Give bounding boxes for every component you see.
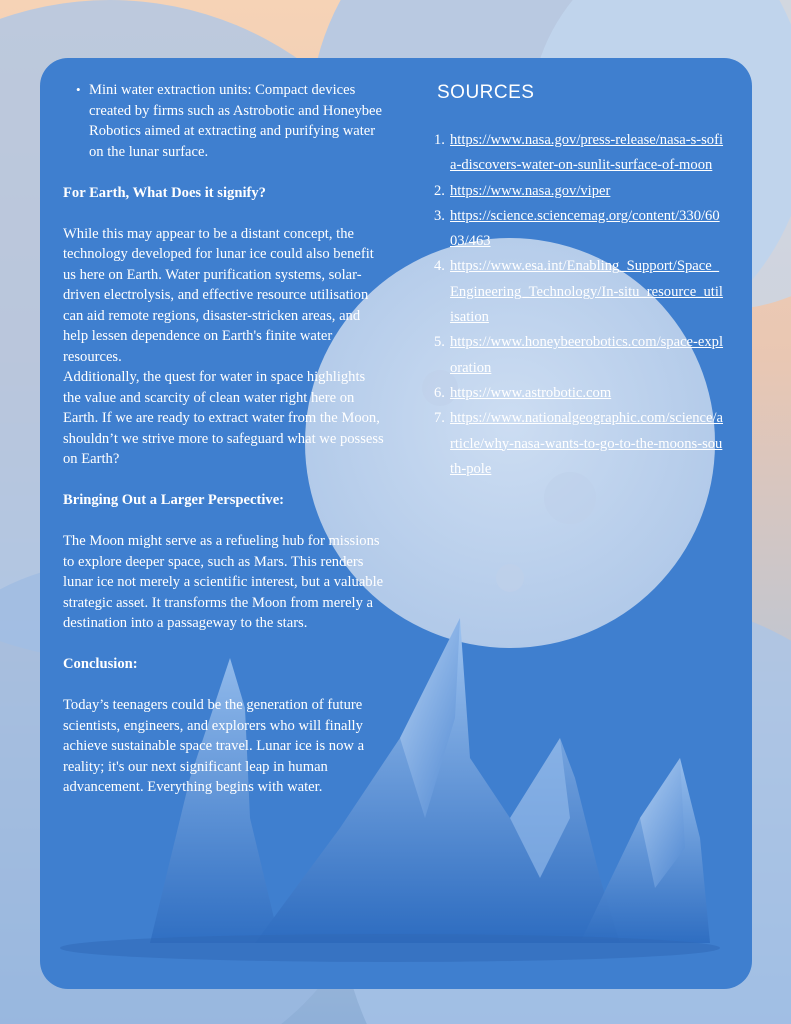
- paragraph-conclusion: Today’s teenagers could be the generation of future scientists, engineers, and explorers who will finally achieve sustainable space travel. Lunar ice is now a reality; it's our next significant leap in human advancement. Everything begins with water.: [63, 697, 365, 795]
- section-heading-conclusion: Conclusion:: [63, 656, 138, 672]
- iceberg-right: [580, 758, 710, 943]
- bullet-item: • Mini water extraction units: Compact devices created by firms such as Astrobotic and Honeybee Robotics aimed at extracting and purifying water on the lunar surface.: [89, 80, 385, 162]
- source-link-3[interactable]: https://science.sciencemag.org/content/330/6003/463: [450, 207, 720, 250]
- source-link-2[interactable]: https://www.nasa.gov/viper: [450, 182, 611, 199]
- paragraph-perspective: The Moon might serve as a refueling hub for missions to explore deeper space, such as Mars. This renders lunar ice not merely a scientific interest, but a valuable strategic asset. It transforms the Moon from merely a destination into a passageway to the stars.: [63, 533, 384, 631]
- bullet-list: [63, 80, 385, 162]
- source-link-4[interactable]: https://www.esa.int/Enabling_Support/Space_Engineering_Technology/In-situ_resource_utilisation: [450, 258, 723, 326]
- source-item-4: 4. https://www.esa.int/Enabling_Support/Space_Engineering_Technology/In-situ_resource_utilisation: [434, 254, 724, 330]
- source-link-6[interactable]: https://www.astrobotic.com: [450, 384, 612, 401]
- article-column: [63, 80, 385, 798]
- source-item-7: 7. https://www.nationalgeographic.com/science/article/why-nasa-wants-to-go-to-the-moons-south-pole: [434, 406, 724, 482]
- sources-column: [434, 80, 724, 482]
- paragraph-earth-2: Additionally, the quest for water in space highlights the value and scarcity of clean water right here on Earth. If we are ready to extract water from the Moon, shouldn’t we strive more to safeguard what we possess on Earth?: [63, 369, 384, 467]
- source-item-5: 5. https://www.honeybeerobotics.com/space-exploration: [434, 330, 724, 381]
- section-heading-earth: For Earth, What Does it signify?: [63, 184, 266, 201]
- sources-title: SOURCES: [437, 82, 535, 103]
- source-item-3: 3. https://science.sciencemag.org/content/330/6003/463: [434, 204, 724, 255]
- paragraph-earth-1: While this may appear to be a distant concept, the technology developed for lunar ice could also benefit us here on Earth. Water purification systems, solar-driven electrolysis, and effective resource utilisation can aid remote regions, disaster-stricken areas, and help lessen dependence on Earth's finite water resources.: [63, 225, 374, 365]
- source-link-1[interactable]: https://www.nasa.gov/press-release/nasa-s-sofia-discovers-water-on-sunlit-surface-of-moon: [450, 132, 724, 174]
- section-heading-perspective: Bringing Out a Larger Perspective:: [63, 492, 285, 508]
- source-item-2: 2. https://www.nasa.gov/viper: [434, 179, 724, 204]
- source-item-1: 1. https://www.nasa.gov/press-release/nasa-s-sofia-discovers-water-on-sunlit-surface-of-moon: [434, 128, 724, 179]
- source-item-6: 6. https://www.astrobotic.com: [434, 381, 724, 406]
- sources-list: [434, 128, 724, 482]
- source-link-7[interactable]: https://www.nationalgeographic.com/science/article/why-nasa-wants-to-go-to-the-moons-south-pole: [450, 410, 724, 477]
- source-link-5[interactable]: https://www.honeybeerobotics.com/space-exploration: [450, 334, 724, 376]
